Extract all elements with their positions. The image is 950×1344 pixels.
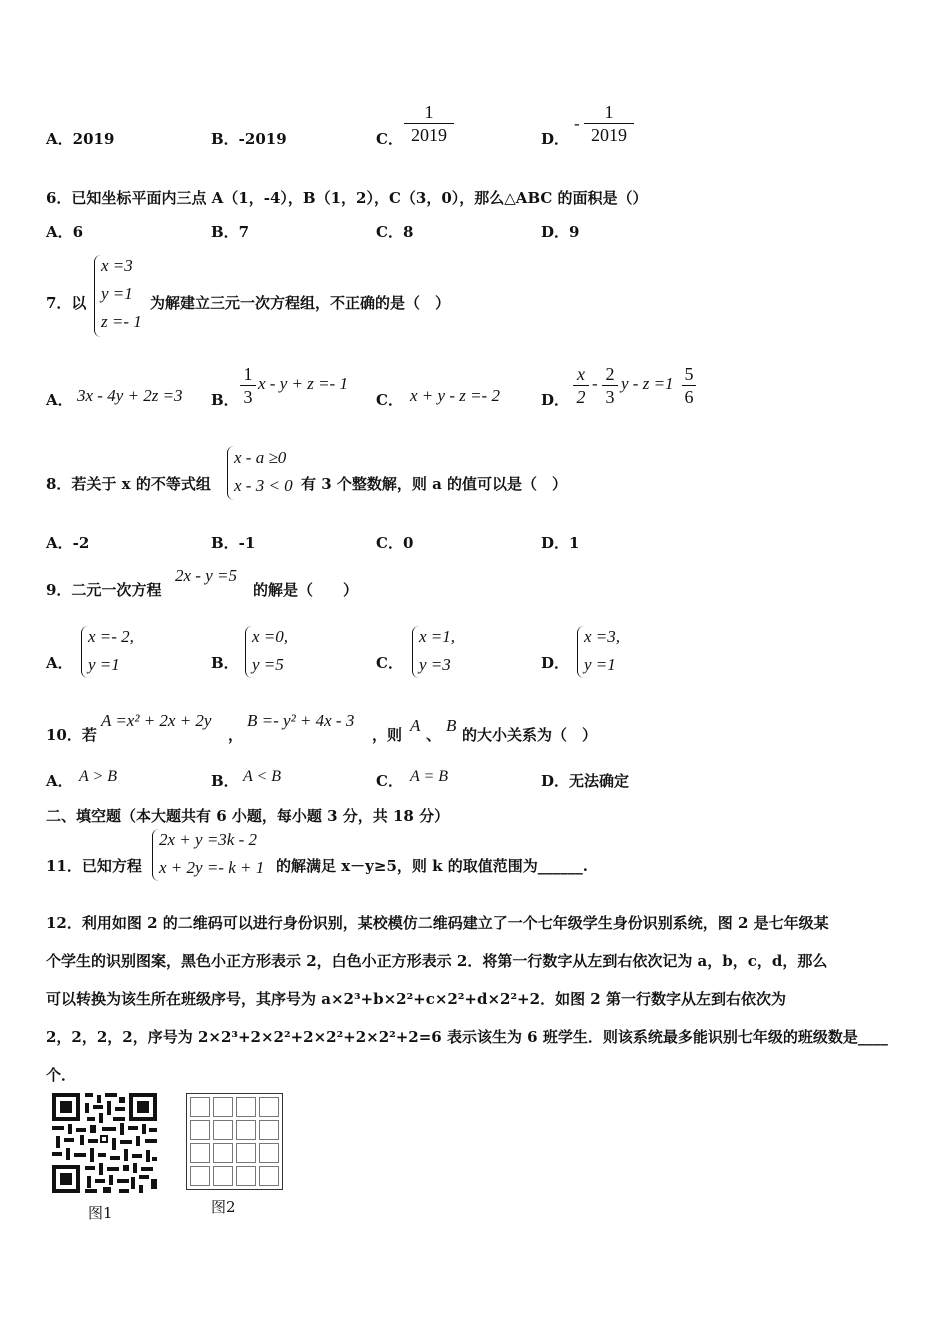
q10-separator: 、 [426, 726, 442, 744]
fraction-denominator: 2019 [411, 125, 447, 145]
q7-option-d-fraction-3 [682, 363, 696, 408]
qr-finder-top-right [129, 1093, 157, 1121]
q8-ineq-2: x - 3 < 0 [234, 476, 293, 495]
q7-option-b-fraction [240, 363, 256, 408]
grid-cell [236, 1166, 256, 1186]
q9-option-a-system [88, 623, 134, 679]
q11-system-brace [152, 829, 159, 881]
fraction-numerator: x [577, 364, 585, 384]
q11-system [159, 826, 264, 882]
q6-option-d: D．9 [541, 223, 580, 241]
q7-system [101, 252, 142, 336]
grid-cell [190, 1143, 210, 1163]
q7-eq-1: x =3 [101, 256, 133, 275]
q7-system-brace [94, 255, 101, 337]
section-2-heading: 二、填空题（本大题共有 6 小题，每小题 3 分，共 18 分） [46, 807, 450, 825]
q11-eq-2: x + 2y =- k + 1 [159, 858, 265, 877]
grid-cell [213, 1143, 233, 1163]
fraction-denominator: 3 [243, 387, 253, 407]
fraction-denominator: 6 [684, 387, 694, 407]
q10-option-a-expr: A > B [79, 768, 118, 785]
q8-option-d: D．1 [541, 534, 580, 552]
q9-option-d-label: D． [541, 654, 570, 672]
q5-option-d-minus: - [574, 114, 580, 133]
q7-option-d-fraction-2 [602, 363, 618, 408]
q9-option-c-system [419, 623, 455, 679]
q10-option-a-label: A． [46, 772, 73, 790]
grid-cell [259, 1143, 279, 1163]
q9-option-d-brace [577, 626, 584, 678]
figure-2-caption: 图2 [211, 1198, 236, 1216]
q9-option-a-eq-1: x =- 2, [88, 627, 134, 646]
q10-option-b-label: B． [211, 772, 239, 790]
q5-option-a: A．2019 [46, 130, 115, 148]
q8-prefix: 8．若关于 x 的不等式组 [46, 475, 211, 493]
qr-code-figure [52, 1093, 157, 1193]
q5-option-b: B．-2019 [211, 130, 287, 148]
q10-option-c-expr: A = B [410, 768, 449, 785]
grid-cell [190, 1097, 210, 1117]
q10-expr-b: B =- y² + 4x - 3 [247, 711, 355, 730]
q8-suffix: 有 3 个整数解，则 a 的值可以是（ ） [301, 475, 568, 493]
q12-line-4: 2，2，2，2，序号为 2×2³+2×2²+2×2²+2×2²+2=6 表示该生为 6 班学生．则该系统最多能识别七年级的班级数是____ [46, 1028, 888, 1046]
q12-line-2: 个学生的识别图案，黑色小正方形表示 2，白色小正方形表示 2．将第一行数字从左到右依次记为 a，b，c，d，那么 [46, 952, 828, 970]
q10-var-b: B [446, 716, 457, 735]
q10-option-d: D．无法确定 [541, 772, 630, 790]
q9-suffix: 的解是（ ） [253, 581, 359, 599]
q7-option-d-fraction-1 [573, 363, 589, 408]
q5-option-c-fraction [404, 101, 454, 146]
q9-option-d-eq-2: y =1 [584, 655, 616, 674]
q9-prefix: 9．二元一次方程 [46, 581, 162, 599]
q10-option-c-label: C． [376, 772, 403, 790]
fraction-denominator: 3 [605, 387, 615, 407]
figure-1-caption: 图1 [88, 1204, 113, 1222]
q12-line-3: 可以转换为该生所在班级序号，其序号为 a×2³+b×2²+c×2²+d×2²+2．如图 2 第一行数字从左到右依次为 [46, 990, 786, 1008]
fraction-denominator: 2 [576, 387, 586, 407]
grid-cell [259, 1120, 279, 1140]
q5-option-d-fraction [584, 101, 634, 146]
grid-cell [190, 1120, 210, 1140]
q10-mid: ，则 [372, 726, 403, 744]
q9-option-a-eq-2: y =1 [88, 655, 120, 674]
q6-option-b: B．7 [211, 223, 250, 241]
figure-2-grid [186, 1093, 283, 1190]
q9-equation: 2x - y =5 [175, 566, 237, 585]
grid-cell [236, 1120, 256, 1140]
q9-option-c-label: C． [376, 654, 403, 672]
q7-eq-3: z =- 1 [101, 312, 142, 331]
q9-option-b-eq-2: y =5 [252, 655, 284, 674]
fraction-numerator: 2 [605, 364, 615, 384]
q6-option-a: A．6 [46, 223, 84, 241]
q5-option-d-label: D． [541, 130, 570, 148]
q7-option-b-label: B． [211, 391, 239, 409]
q7-option-c-expr: x + y - z =- 2 [410, 386, 500, 405]
grid-cell [259, 1166, 279, 1186]
q7-option-c-label: C． [376, 391, 403, 409]
q9-option-d-eq-1: x =3, [584, 627, 621, 646]
q9-option-b-system [252, 623, 288, 679]
q8-ineq-1: x - a ≥0 [234, 448, 287, 467]
grid-cell [213, 1166, 233, 1186]
qr-finder-top-left [52, 1093, 80, 1121]
q9-option-a-label: A． [46, 654, 73, 672]
q7-eq-2: y =1 [101, 284, 133, 303]
q7-option-d-mid: y - z =1 [621, 374, 674, 393]
q11-eq-1: 2x + y =3k - 2 [159, 830, 257, 849]
grid-cell [213, 1120, 233, 1140]
fraction-numerator: 1 [243, 364, 253, 384]
q9-option-b-eq-1: x =0, [252, 627, 289, 646]
q9-option-c-eq-1: x =1, [419, 627, 456, 646]
grid-cell [236, 1097, 256, 1117]
q6-stem: 6．已知坐标平面内三点 A（1，-4），B（1，2），C（3，0），那么△ABC 的面积是（） [46, 189, 648, 207]
q8-option-b: B．-1 [211, 534, 256, 552]
q5-option-c-label: C． [376, 130, 403, 148]
q8-system [234, 444, 293, 500]
q7-option-b-expr: x - y + z =- 1 [258, 374, 348, 393]
grid-cell [213, 1097, 233, 1117]
q7-suffix: 为解建立三元一次方程组，不正确的是（ ） [150, 294, 451, 312]
q7-prefix: 7．以 [46, 294, 87, 312]
grid-cell [190, 1166, 210, 1186]
q9-option-c-eq-2: y =3 [419, 655, 451, 674]
q6-option-c: C．8 [376, 223, 414, 241]
q11-suffix: 的解满足 x－y≥5，则 k 的取值范围为______. [276, 857, 588, 875]
q8-option-a: A．-2 [46, 534, 90, 552]
grid-cell [236, 1143, 256, 1163]
q10-suffix: 的大小关系为（ ） [462, 726, 598, 744]
q10-expr-a: A =x² + 2x + 2y [101, 711, 212, 730]
q9-option-d-system [584, 623, 620, 679]
q10-comma: ， [228, 726, 244, 744]
fraction-numerator: 5 [684, 364, 694, 384]
fraction-numerator: 1 [424, 102, 434, 122]
q9-option-b-label: B． [211, 654, 239, 672]
fraction-numerator: 1 [604, 102, 614, 122]
q7-option-d-minus: - [592, 374, 598, 393]
q9-option-a-brace [81, 626, 88, 678]
q9-option-c-brace [412, 626, 419, 678]
q10-option-b-expr: A < B [243, 768, 282, 785]
q8-option-c: C．0 [376, 534, 414, 552]
grid-cell [259, 1097, 279, 1117]
q10-var-a: A [410, 716, 421, 735]
fraction-denominator: 2019 [591, 125, 627, 145]
q12-line-1: 12．利用如图 2 的二维码可以进行身份识别，某校模仿二维码建立了一个七年级学生身份识别系统，图 2 是七年级某 [46, 914, 829, 932]
q10-prefix: 10．若 [46, 726, 97, 744]
q12-line-5: 个． [46, 1066, 77, 1084]
q7-option-a-label: A． [46, 391, 73, 409]
q7-option-d-label: D． [541, 391, 570, 409]
q9-option-b-brace [245, 626, 252, 678]
q8-system-brace [227, 446, 234, 500]
q7-option-a-expr: 3x - 4y + 2z =3 [77, 386, 183, 405]
qr-finder-bottom-left [52, 1165, 80, 1193]
q11-prefix: 11．已知方程 [46, 857, 142, 875]
